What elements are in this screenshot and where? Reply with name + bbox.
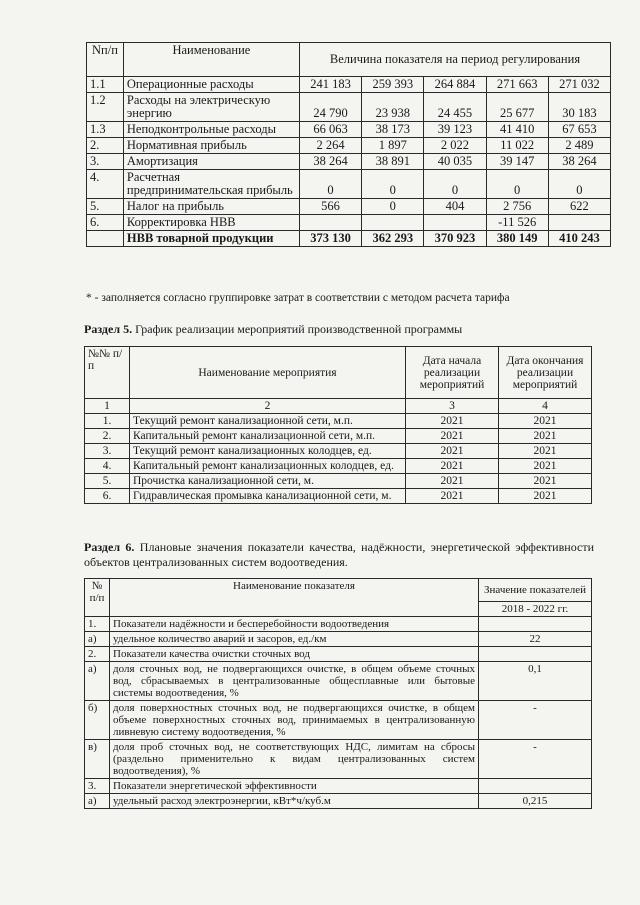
col-header-value: Значение показателей (479, 579, 592, 602)
schedule-table (84, 346, 592, 504)
row-name: Капитальный ремонт канализационной сети, м.п. (130, 429, 406, 444)
col-number-2: 2 (130, 399, 406, 414)
row-value: 0,1 (479, 662, 592, 701)
row-value: 2 264 (299, 138, 361, 154)
row-number: 1. (85, 617, 110, 632)
row-value: - (479, 701, 592, 740)
row-name: НВВ товарной продукции (123, 231, 299, 247)
row-number: 4. (87, 170, 124, 199)
table-row (85, 474, 592, 489)
row-value: -11 526 (486, 215, 548, 231)
row-value: 24 790 (299, 93, 361, 122)
row-value: 38 173 (362, 122, 424, 138)
row-number: 4. (85, 459, 130, 474)
row-number: 5. (85, 474, 130, 489)
row-name: Корректировка НВВ (123, 215, 299, 231)
row-number: 1.3 (87, 122, 124, 138)
row-name: Прочистка канализационной сети, м. (130, 474, 406, 489)
row-value (479, 779, 592, 794)
row-value: - (479, 740, 592, 779)
row-value: 0,215 (479, 794, 592, 809)
row-start: 2021 (406, 489, 499, 504)
row-value: 30 183 (548, 93, 610, 122)
row-value: 404 (424, 199, 486, 215)
row-start: 2021 (406, 414, 499, 429)
row-number: 2. (85, 647, 110, 662)
row-number: 5. (87, 199, 124, 215)
row-name: Налог на прибыль (123, 199, 299, 215)
row-value: 1 897 (362, 138, 424, 154)
row-value (424, 215, 486, 231)
row-number: 1.2 (87, 93, 124, 122)
row-name: Неподконтрольные расходы (123, 122, 299, 138)
row-value: 67 653 (548, 122, 610, 138)
row-value: 380 149 (486, 231, 548, 247)
row-name: Капитальный ремонт канализационных колодцев, ед. (130, 459, 406, 474)
row-value: 2 756 (486, 199, 548, 215)
row-name: Текущий ремонт канализационных колодцев, ед. (130, 444, 406, 459)
row-value (548, 215, 610, 231)
row-name: Амортизация (123, 154, 299, 170)
row-value: 38 891 (362, 154, 424, 170)
table-row (87, 231, 611, 247)
row-value (479, 647, 592, 662)
row-end: 2021 (499, 414, 592, 429)
table-row (85, 459, 592, 474)
row-value (299, 215, 361, 231)
row-value: 264 884 (424, 77, 486, 93)
row-value: 22 (479, 632, 592, 647)
row-number: в) (85, 740, 110, 779)
table-row (85, 701, 592, 740)
row-value: 11 022 (486, 138, 548, 154)
col-header-name: Наименование показателя (110, 579, 479, 617)
row-name: Показатели качества очистки сточных вод (110, 647, 479, 662)
row-value: 23 938 (362, 93, 424, 122)
col-header-no: Nп/п (87, 43, 124, 77)
table-footnote: * - заполняется согласно группировке затрат в соответствии с методом расчета тарифа (86, 292, 510, 304)
row-value: 39 123 (424, 122, 486, 138)
row-value: 259 393 (362, 77, 424, 93)
row-value (479, 617, 592, 632)
row-end: 2021 (499, 459, 592, 474)
row-number: 3. (85, 444, 130, 459)
row-number: б) (85, 701, 110, 740)
row-number: 2. (85, 429, 130, 444)
col-header-start: Дата начала реализации мероприятий (406, 347, 499, 399)
row-value: 38 264 (548, 154, 610, 170)
row-name: Нормативная прибыль (123, 138, 299, 154)
table-row (85, 632, 592, 647)
section6-label: Раздел 6. (84, 540, 135, 554)
row-value: 40 035 (424, 154, 486, 170)
row-value: 271 663 (486, 77, 548, 93)
col-header-no: № п/п (85, 579, 110, 617)
table-row (85, 489, 592, 504)
row-value: 39 147 (486, 154, 548, 170)
section5-heading (84, 322, 462, 337)
table-row (85, 740, 592, 779)
col-number-4: 4 (499, 399, 592, 414)
section6-heading (84, 540, 594, 570)
row-number: а) (85, 632, 110, 647)
table-row (87, 77, 611, 93)
row-name: доля проб сточных вод, не соответствующих НДС, лимитам на сбросы (раздельно применительно к видам централизованных систем водоотведения), % (110, 740, 479, 779)
table-row (85, 779, 592, 794)
table-row (87, 170, 611, 199)
row-number: 3. (87, 154, 124, 170)
table-row (85, 617, 592, 632)
row-value: 25 677 (486, 93, 548, 122)
row-value: 373 130 (299, 231, 361, 247)
row-name: Гидравлическая промывка канализационной сети, м. (130, 489, 406, 504)
row-value: 0 (548, 170, 610, 199)
table-row (85, 647, 592, 662)
table-row (87, 138, 611, 154)
table-row (85, 429, 592, 444)
col-header-no: №№ п/п (85, 347, 130, 399)
row-number: а) (85, 794, 110, 809)
row-start: 2021 (406, 444, 499, 459)
row-end: 2021 (499, 429, 592, 444)
row-value: 0 (362, 199, 424, 215)
table-row (85, 414, 592, 429)
row-value: 2 489 (548, 138, 610, 154)
row-number: 1.1 (87, 77, 124, 93)
row-start: 2021 (406, 429, 499, 444)
tariff-table (86, 42, 611, 247)
col-number-1: 1 (85, 399, 130, 414)
row-value: 566 (299, 199, 361, 215)
section6-title: Плановые значения показатели качества, надёжности, энергетической эффективности объектов централизованных систем водоотведения. (84, 540, 594, 569)
table-row (85, 662, 592, 701)
row-value (362, 215, 424, 231)
row-name: Расходы на электрическую энергию (123, 93, 299, 122)
row-number: 2. (87, 138, 124, 154)
row-value: 24 455 (424, 93, 486, 122)
row-value: 0 (362, 170, 424, 199)
row-number: 1. (85, 414, 130, 429)
row-end: 2021 (499, 444, 592, 459)
table-row (85, 794, 592, 809)
table-row (85, 444, 592, 459)
row-value: 0 (424, 170, 486, 199)
section5-label: Раздел 5. (84, 322, 133, 336)
row-value: 66 063 (299, 122, 361, 138)
row-value: 241 183 (299, 77, 361, 93)
row-value: 622 (548, 199, 610, 215)
row-number (87, 231, 124, 247)
col-number-3: 3 (406, 399, 499, 414)
row-value: 0 (486, 170, 548, 199)
row-number: а) (85, 662, 110, 701)
row-start: 2021 (406, 459, 499, 474)
col-header-end: Дата окончания реализации мероприятий (499, 347, 592, 399)
row-value: 410 243 (548, 231, 610, 247)
table-row (87, 215, 611, 231)
row-value: 0 (299, 170, 361, 199)
row-value: 370 923 (424, 231, 486, 247)
row-value: 362 293 (362, 231, 424, 247)
col-header-name: Наименование (123, 43, 299, 77)
row-name: удельное количество аварий и засоров, ед./км (110, 632, 479, 647)
table-row (87, 154, 611, 170)
row-number: 6. (87, 215, 124, 231)
row-number: 6. (85, 489, 130, 504)
row-name: Расчетная предпринимательская прибыль (123, 170, 299, 199)
row-number: 3. (85, 779, 110, 794)
row-value: 41 410 (486, 122, 548, 138)
section5-title: График реализации мероприятий производственной программы (132, 322, 463, 336)
col-header-period: 2018 - 2022 гг. (479, 602, 592, 617)
row-end: 2021 (499, 474, 592, 489)
col-header-name: Наименование мероприятия (130, 347, 406, 399)
row-value: 38 264 (299, 154, 361, 170)
col-header-value: Величина показателя на период регулирования (299, 43, 610, 77)
row-name: доля сточных вод, не подвергающихся очистке, в общем объеме сточных вод, сбрасываемых в централизованные общесплавные или бытовые системы водоотведения, % (110, 662, 479, 701)
row-name: Показатели надёжности и бесперебойности водоотведения (110, 617, 479, 632)
indicators-table (84, 578, 592, 809)
row-value: 271 032 (548, 77, 610, 93)
row-name: Показатели энергетической эффективности (110, 779, 479, 794)
row-name: доля поверхностных сточных вод, не подвергающихся очистке, в общем объеме поверхностных сточных вод, принимаемых в централизованную ливневую систему водоотведения, % (110, 701, 479, 740)
table-row (87, 199, 611, 215)
table-row (87, 122, 611, 138)
row-value: 2 022 (424, 138, 486, 154)
table-row (87, 93, 611, 122)
row-name: удельный расход электроэнергии, кВт*ч/куб.м (110, 794, 479, 809)
row-end: 2021 (499, 489, 592, 504)
row-name: Текущий ремонт канализационной сети, м.п. (130, 414, 406, 429)
row-name: Операционные расходы (123, 77, 299, 93)
row-start: 2021 (406, 474, 499, 489)
